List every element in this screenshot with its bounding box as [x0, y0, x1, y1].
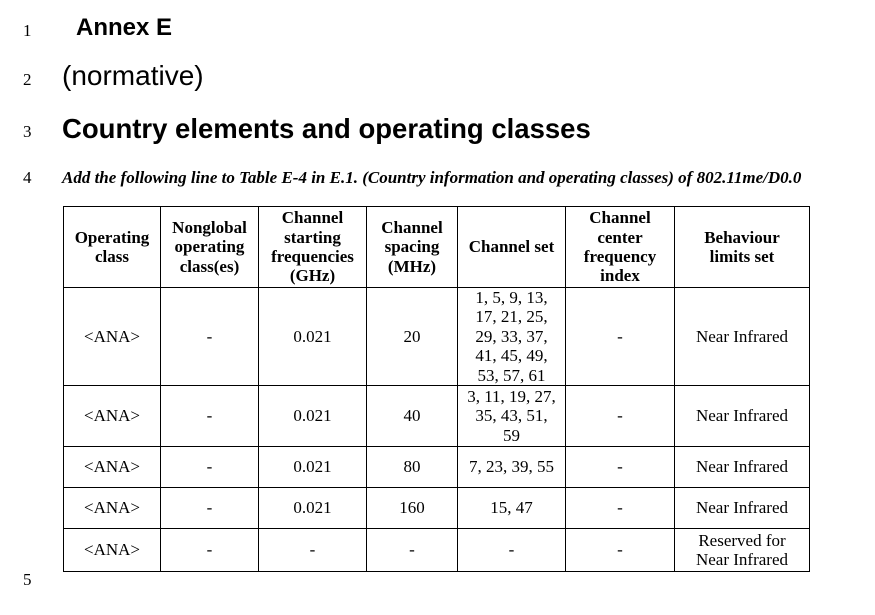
cell-channel-starting-frequency: - [259, 529, 367, 572]
header-channel-set: Channel set [458, 207, 566, 288]
cell-channel-set: 3, 11, 19, 27, 35, 43, 51, 59 [458, 386, 566, 447]
cell-nonglobal-operating-classes: - [161, 529, 259, 572]
table-row [64, 529, 810, 572]
line-number: 5 [23, 570, 32, 589]
cell-channel-starting-frequency: 0.021 [259, 488, 367, 529]
annex-title: Annex E [76, 14, 173, 41]
table-row [64, 288, 810, 386]
cell-channel-center-frequency-index: - [566, 529, 675, 572]
cell-behaviour-limits-set: Near Infrared [675, 447, 810, 488]
header-channel-starting-frequencies: Channel starting frequencies (GHz) [259, 207, 367, 288]
cell-nonglobal-operating-classes: - [161, 488, 259, 529]
cell-channel-spacing: 40 [367, 386, 458, 447]
cell-behaviour-limits-set: Near Infrared [675, 288, 810, 386]
cell-nonglobal-operating-classes: - [161, 447, 259, 488]
cell-channel-spacing: 20 [367, 288, 458, 386]
annex-heading: Country elements and operating classes [62, 113, 591, 144]
cell-channel-center-frequency-index: - [566, 447, 675, 488]
cell-operating-class: <ANA> [64, 529, 161, 572]
cell-channel-set: 15, 47 [458, 488, 566, 529]
cell-channel-set: - [458, 529, 566, 572]
cell-channel-center-frequency-index: - [566, 488, 675, 529]
cell-nonglobal-operating-classes: - [161, 386, 259, 447]
cell-channel-starting-frequency: 0.021 [259, 288, 367, 386]
operating-classes-table [63, 206, 810, 572]
cell-channel-spacing: - [367, 529, 458, 572]
cell-operating-class: <ANA> [64, 288, 161, 386]
line-number: 4 [23, 167, 32, 187]
header-channel-spacing: Channel spacing (MHz) [367, 207, 458, 288]
header-behaviour-limits-set: Behaviour limits set [675, 207, 810, 288]
cell-operating-class: <ANA> [64, 488, 161, 529]
cell-channel-spacing: 160 [367, 488, 458, 529]
line-number: 3 [23, 121, 32, 141]
cell-channel-set: 7, 23, 39, 55 [458, 447, 566, 488]
table-row [64, 447, 810, 488]
table-row [64, 488, 810, 529]
cell-operating-class: <ANA> [64, 386, 161, 447]
header-nonglobal-operating-classes: Nonglobal operating class(es) [161, 207, 259, 288]
annex-status: (normative) [62, 60, 204, 91]
cell-channel-set: 1, 5, 9, 13, 17, 21, 25, 29, 33, 37, 41, 45, 49, 53, 57, 61 [458, 288, 566, 386]
line-number: 2 [23, 69, 32, 89]
cell-behaviour-limits-set: Near Infrared [675, 386, 810, 447]
table-row [64, 386, 810, 447]
cell-behaviour-limits-set: Reserved for Near Infrared [675, 529, 810, 572]
editing-instruction: Add the following line to Table E-4 in E.1. (Country information and operating classes) of 802.11me/D0.0 [62, 168, 802, 187]
cell-channel-center-frequency-index: - [566, 288, 675, 386]
cell-nonglobal-operating-classes: - [161, 288, 259, 386]
cell-operating-class: <ANA> [64, 447, 161, 488]
line-number: 1 [23, 20, 32, 40]
table-header-row [64, 207, 810, 288]
cell-behaviour-limits-set: Near Infrared [675, 488, 810, 529]
cell-channel-starting-frequency: 0.021 [259, 386, 367, 447]
cell-channel-center-frequency-index: - [566, 386, 675, 447]
header-channel-center-frequency-index: Channel center frequency index [566, 207, 675, 288]
cell-channel-spacing: 80 [367, 447, 458, 488]
header-operating-class: Operating class [64, 207, 161, 288]
cell-channel-starting-frequency: 0.021 [259, 447, 367, 488]
